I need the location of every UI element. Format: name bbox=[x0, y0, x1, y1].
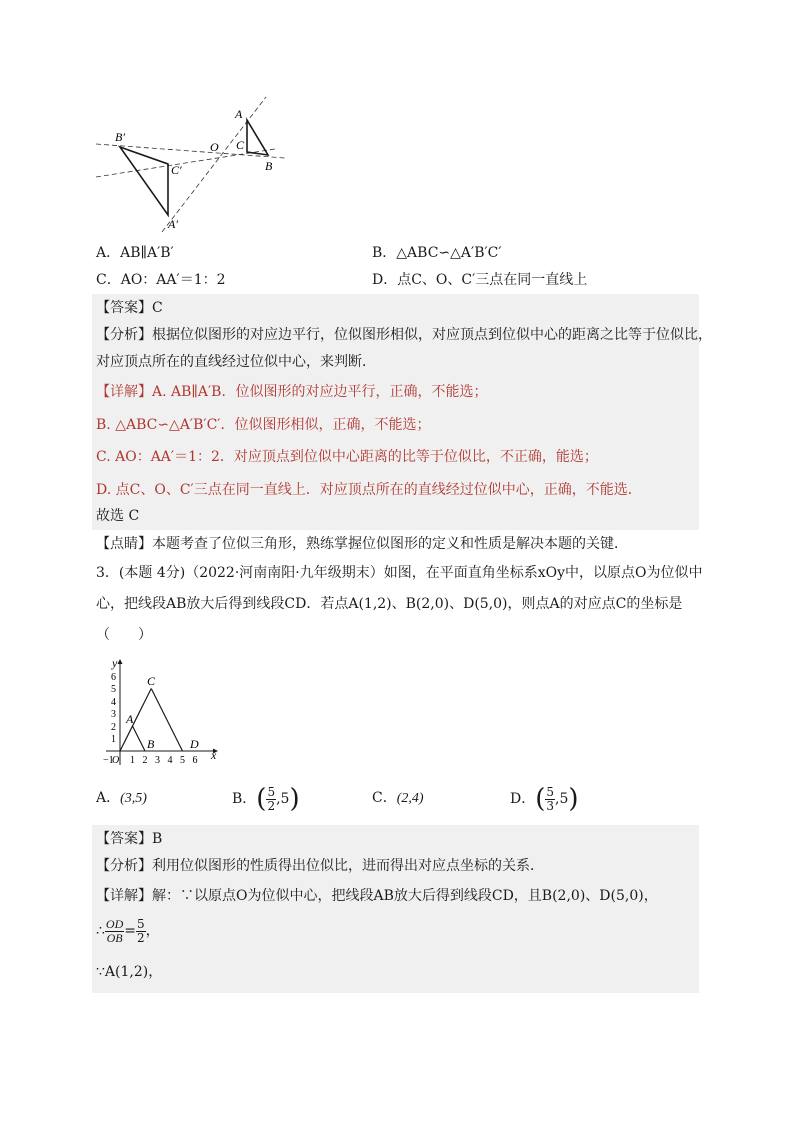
label-b: B bbox=[265, 159, 273, 173]
ytick-6: 6 bbox=[111, 672, 116, 683]
xtick-2: 2 bbox=[142, 755, 148, 766]
q2-option-d[interactable]: D．点C、O、C′三点在同一直线上 bbox=[372, 272, 588, 288]
equals-sign: = bbox=[124, 923, 136, 939]
ratio-value: $\frac{5}{2}$ bbox=[137, 916, 145, 945]
q3-option-a-value: (3,5) bbox=[120, 791, 147, 806]
ytick-1: 1 bbox=[111, 734, 116, 745]
q2-detail-b: B. △ABC∽△A′B′C′．位似图形相似，正确，不能选； bbox=[96, 417, 431, 433]
label-c: C bbox=[236, 138, 245, 152]
q3-option-d-tail: ,5 bbox=[555, 791, 569, 807]
q3-option-c-label: C． bbox=[372, 790, 397, 806]
q3-option-a-label: A． bbox=[96, 790, 121, 806]
label-b-prime: B′ bbox=[115, 130, 125, 144]
label-a: A bbox=[235, 107, 243, 121]
q3-option-d-label: D． bbox=[510, 791, 536, 807]
q2-option-c[interactable]: C．AO：AA′＝1：2 bbox=[96, 272, 226, 288]
q3-option-b-fraction: $\frac{5}{2}$ bbox=[267, 784, 276, 813]
graph-label-a: A bbox=[126, 712, 134, 726]
q3-option-d[interactable]: D．( $\frac{5}{3}$ ,5) bbox=[510, 784, 579, 814]
q3-answer-blank: （ ） bbox=[96, 627, 152, 643]
ytick-3: 3 bbox=[111, 709, 116, 720]
q3-option-c-value: (2,4) bbox=[396, 791, 424, 806]
coordinate-graph bbox=[100, 655, 225, 770]
q3-solution-box bbox=[92, 825, 699, 993]
q3-option-b-tail: ,5 bbox=[276, 791, 290, 807]
q2-comment: 【点睛】本题考查了位似三角形，熟练掌握位似图形的定义和性质是解决本题的关键． bbox=[96, 536, 628, 552]
ytick-5: 5 bbox=[111, 684, 116, 695]
axis-label-y: y bbox=[112, 656, 118, 670]
graph-label-c: C bbox=[147, 674, 156, 688]
q3-stem-line2: 心，把线段AB放大后得到线段CD．若点A(1,2)、B(2,0)、D(5,0)，则点A的对应点C的坐标是 bbox=[96, 596, 683, 612]
label-o: O bbox=[210, 140, 219, 154]
axis-label-x: x bbox=[211, 748, 217, 762]
q2-answer: 【答案】C bbox=[96, 300, 163, 316]
q3-option-c[interactable] bbox=[372, 788, 424, 809]
q3-stem-line1: 3．(本题 4分)（2022·河南南阳·九年级期末）如图，在平面直角坐标系xOy中，以原点O为位似中 bbox=[96, 565, 703, 581]
q2-option-a[interactable]: A．AB∥A′B′ bbox=[96, 245, 174, 261]
graph-label-b: B bbox=[147, 737, 155, 751]
ytick-4: 4 bbox=[111, 697, 116, 708]
q3-option-b[interactable]: B．( $\frac{5}{2}$ ,5) bbox=[232, 784, 300, 814]
label-a-prime: A′ bbox=[168, 217, 178, 231]
xtick-5: 5 bbox=[180, 755, 185, 766]
xtick-neg1: −1 bbox=[103, 755, 114, 766]
q2-analysis: 【分析】根据位似图形的对应边平行，位似图形相似，对应顶点到位似中心的距离之比等于位似比， bbox=[96, 327, 712, 343]
q3-detail-1: 【详解】解：∵以原点O为位似中心，把线段AB放大后得到线段CD，且B(2,0)、D(5,0)， bbox=[96, 888, 658, 904]
detail2-tail: ， bbox=[145, 923, 160, 939]
q3-detail-2 bbox=[96, 916, 160, 946]
q2-conclusion: 故选 C bbox=[96, 508, 140, 524]
q2-detail-d: D. 点C、O、C′三点在同一直线上．对应顶点所在的直线经过位似中心，正确，不能选． bbox=[96, 482, 642, 498]
xtick-3: 3 bbox=[155, 755, 160, 766]
ytick-2: 2 bbox=[111, 722, 116, 733]
xtick-1: 1 bbox=[130, 755, 135, 766]
similar-triangles-diagram bbox=[90, 92, 300, 242]
q2-detail-a: 【详解】A. AB∥A′B．位似图形的对应边平行，正确，不能选； bbox=[96, 384, 488, 400]
therefore-symbol: ∴ bbox=[96, 923, 105, 939]
label-c-prime: C′ bbox=[171, 163, 182, 177]
q2-detail-c: C. AO：AA′＝1：2．对应顶点到位似中心距离的比等于位似比，不正确，能选； bbox=[96, 449, 598, 465]
q3-detail-3: ∵A(1,2)， bbox=[96, 964, 163, 980]
q3-answer: 【答案】B bbox=[96, 831, 163, 847]
ratio-od-ob: $\frac{OD}{OB}$ bbox=[105, 916, 124, 945]
graph-label-d: D bbox=[190, 737, 199, 751]
q3-option-a[interactable] bbox=[96, 788, 147, 809]
q2-analysis-cont: 对应顶点所在的直线经过位似中心，来判断． bbox=[96, 354, 376, 370]
xtick-6: 6 bbox=[192, 755, 198, 766]
q3-option-d-fraction: $\frac{5}{3}$ bbox=[546, 784, 555, 813]
label-origin: O bbox=[112, 755, 120, 766]
xtick-4: 4 bbox=[167, 755, 173, 766]
q2-option-b[interactable]: B．△ABC∽△A′B′C′ bbox=[372, 245, 502, 261]
q3-option-b-label: B． bbox=[232, 791, 257, 807]
q3-analysis: 【分析】利用位似图形的性质得出位似比，进而得出对应点坐标的关系． bbox=[96, 858, 544, 874]
